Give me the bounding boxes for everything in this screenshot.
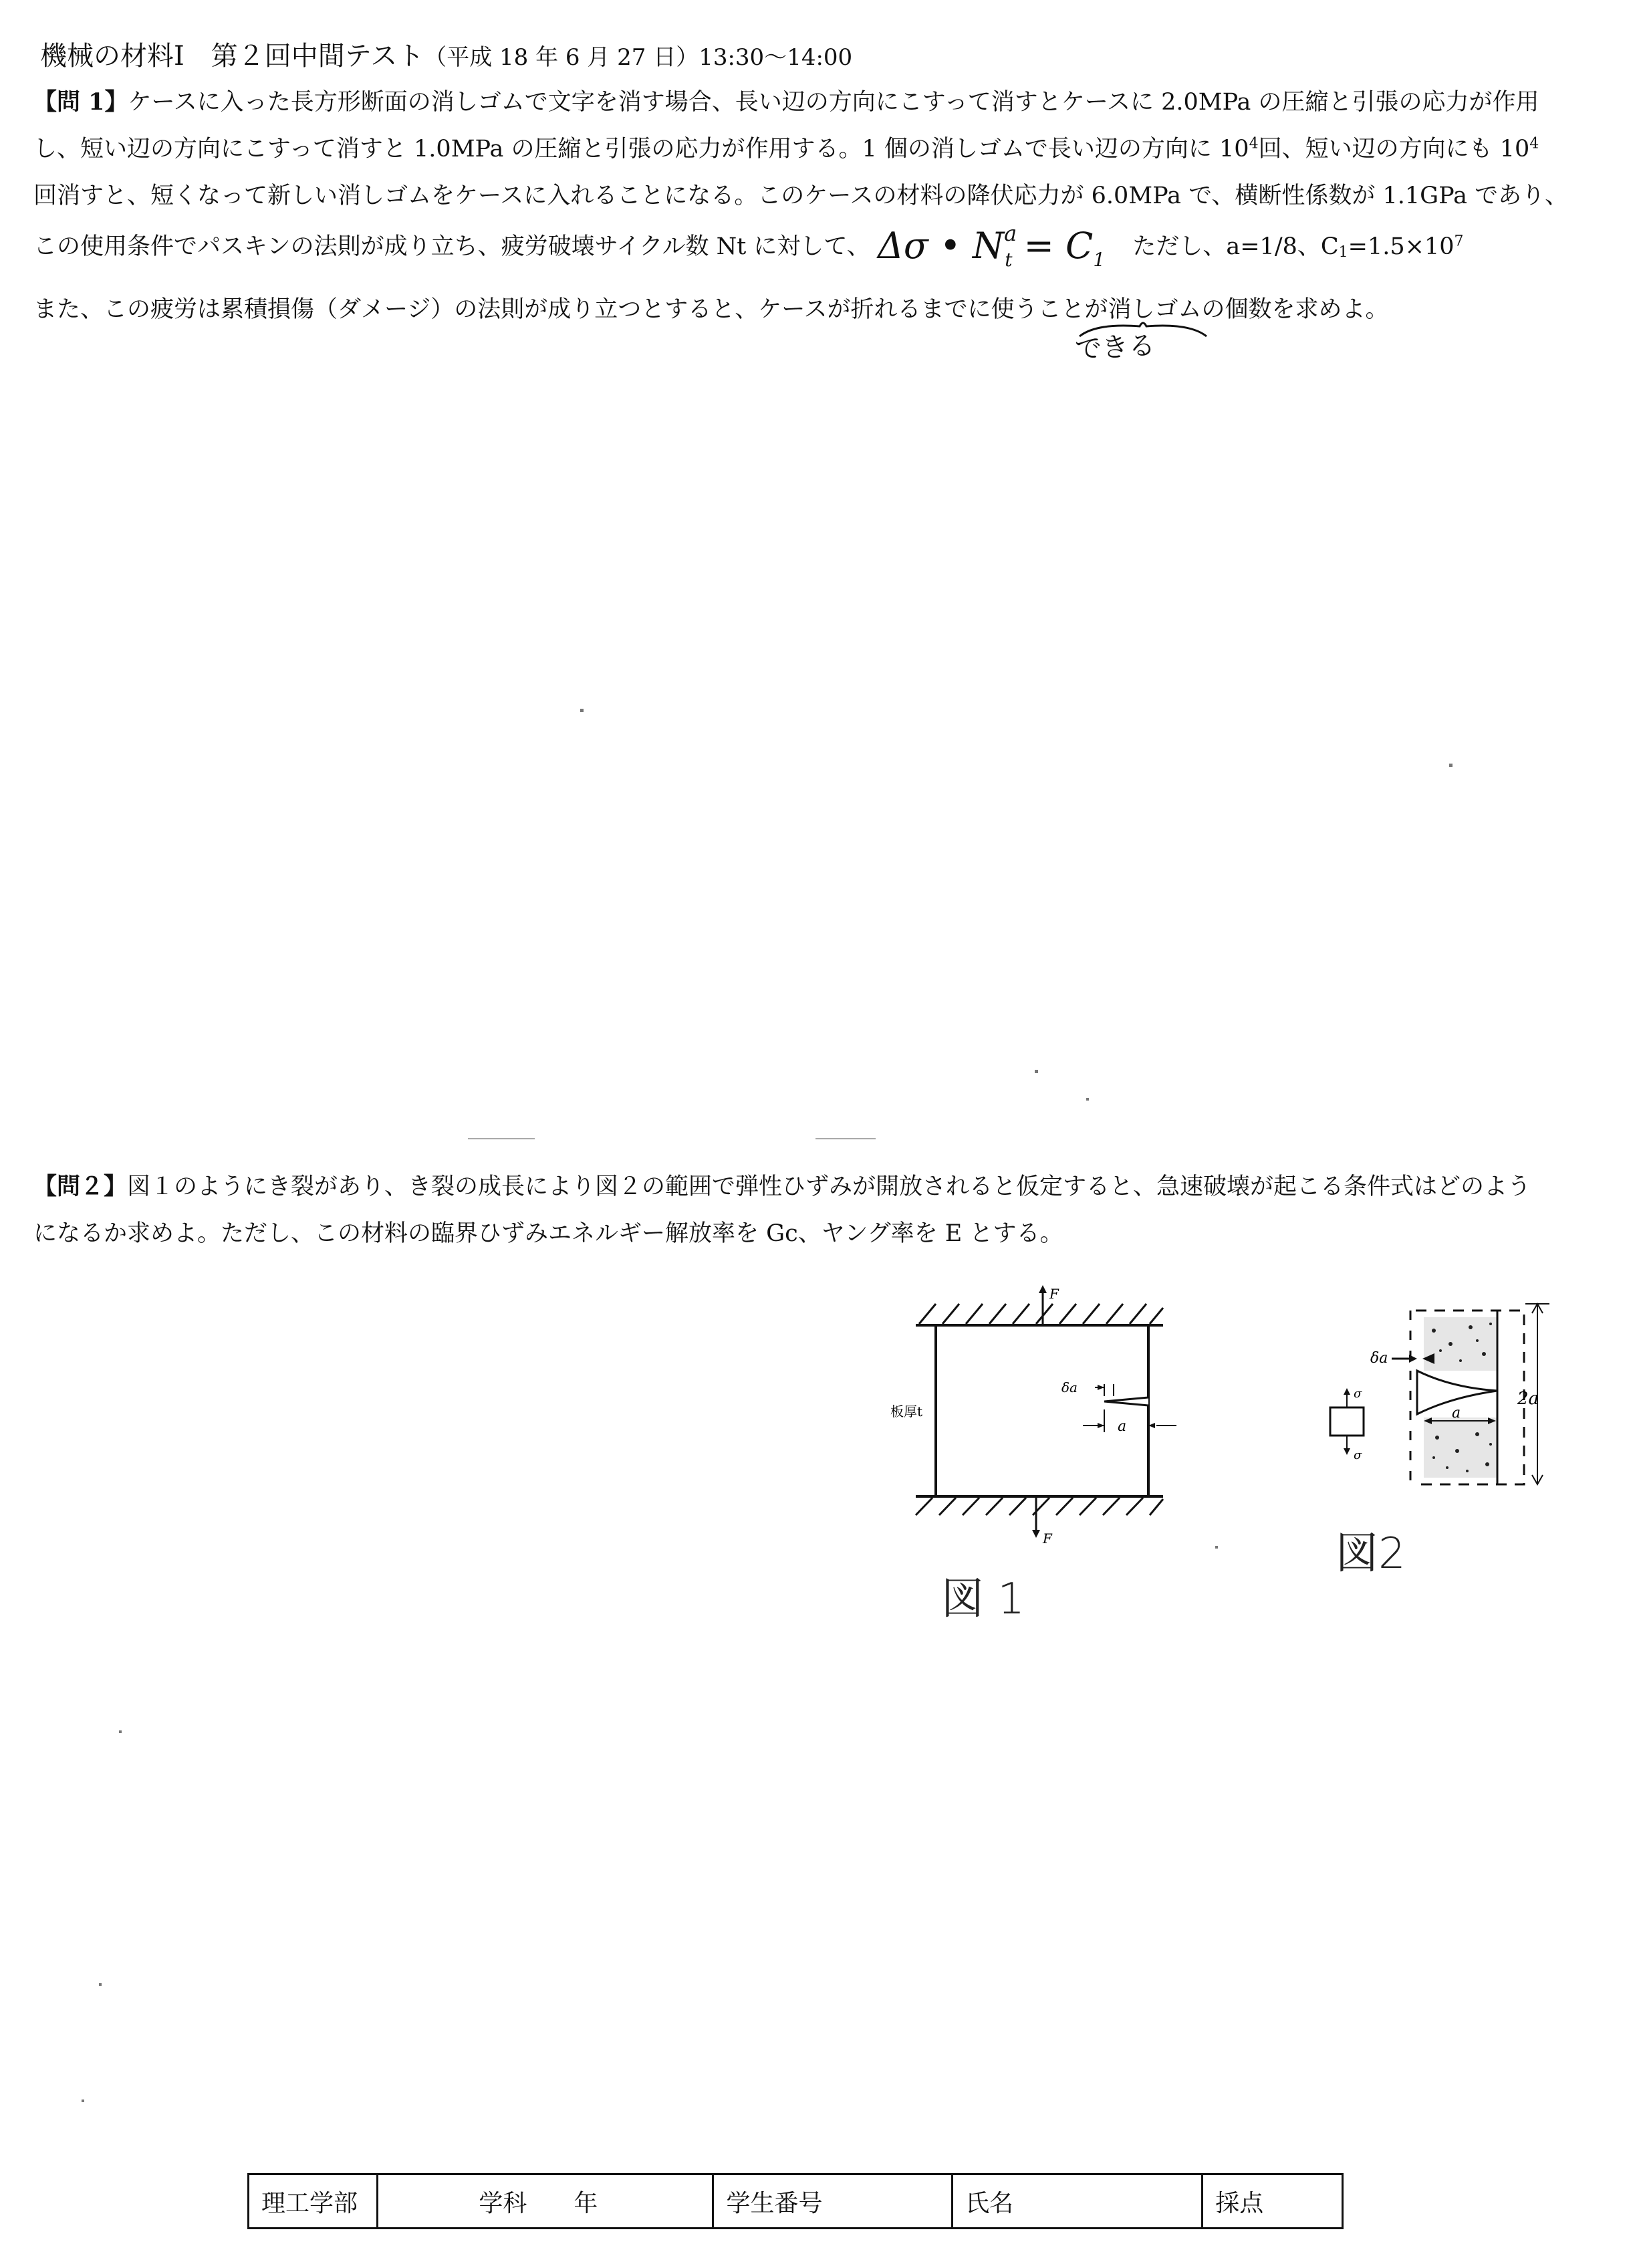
- question-2-block: [33, 1163, 1591, 1257]
- q1-line-5: また、この疲労は累積損傷（ダメージ）の法則が成り立つとすると、ケースが折れるまでに使うことが消しゴムの個数を求めよ。: [33, 296, 1389, 323]
- question-1-block: [33, 79, 1591, 219]
- course-title: 機械の材料Ⅰ 第２回中間テスト: [40, 41, 424, 72]
- force-bottom-label: F: [1043, 1530, 1052, 1547]
- figure-2-caption: 図2: [1336, 1529, 1406, 1579]
- delta-a-label: δa: [1061, 1379, 1078, 1395]
- scan-speck: [82, 2100, 84, 2102]
- q1-line-3: 回消すと、短くなって新しい消しゴムをケースに入れることになる。このケースの材料の降伏応力が 6.0MPa で、横断性係数が 1.1GPa であり、: [33, 183, 1569, 209]
- plate-rect: [936, 1325, 1148, 1496]
- q1-line-2: し、短い辺の方向にこすって消すと 1.0MPa の圧縮と引張の応力が作用する。1 個の消しゴムで長い辺の方向に $10^4$回、短い辺の方向にも $10^4$: [33, 135, 1539, 162]
- fig2-delta-a-label: δa: [1370, 1350, 1388, 1367]
- sigma-top-label: σ: [1354, 1387, 1362, 1401]
- dept-year-cell: 学科 年: [378, 2174, 713, 2229]
- student-info-table: [247, 2173, 1344, 2229]
- scan-line: [468, 1138, 535, 1139]
- thickness-label: 板厚t: [890, 1403, 923, 1420]
- scan-speck: [1449, 764, 1453, 767]
- scan-speck: [1215, 1546, 1218, 1549]
- scan-speck: [99, 1983, 102, 1986]
- sigma-bottom-label: σ: [1354, 1448, 1362, 1462]
- force-top-label: F: [1049, 1286, 1059, 1302]
- two-a-label: 2a: [1517, 1389, 1539, 1409]
- q2-label: 【問２】: [33, 1173, 128, 1200]
- stippled-region-lower: [1424, 1418, 1497, 1478]
- stress-element: [1330, 1407, 1364, 1436]
- figure-2: [1317, 1284, 1557, 1524]
- q1-label: 【問 1】: [33, 88, 128, 116]
- name-cell: 氏名: [953, 2174, 1203, 2229]
- crack-notch: [1104, 1397, 1148, 1405]
- crack-length-label: a: [1118, 1418, 1127, 1435]
- faculty-cell: 理工学部: [249, 2174, 378, 2229]
- scan-speck: [119, 1730, 122, 1733]
- scan-speck: [1086, 1098, 1089, 1101]
- exam-date: （平成 18 年 6 月 27 日）13:30～14:00: [424, 44, 853, 71]
- page-title: [40, 35, 852, 73]
- paskin-formula: Δσ • $N^a_t = C_1$: [877, 221, 1106, 271]
- score-cell: 採点: [1203, 2174, 1343, 2229]
- scan-speck: [580, 709, 584, 712]
- q2-line-2: になるか求めよ。ただし、この材料の臨界ひずみエネルギー解放率を Gc、ヤング率を E とする。: [33, 1220, 1063, 1247]
- q1-formula-line: この使用条件でパスキンの法則が成り立ち、疲労破壊サイクル数 Nt に対して、 Δσ • $N^a_t = C_1$ ただし、a=1/8、$C1=1.5\times 10^7$: [33, 221, 1464, 271]
- q1-line-1: 【問 1】ケースに入った長方形断面の消しゴムで文字を消す場合、長い辺の方向にこすって消すとケースに 2.0MPa の圧縮と引張の応力が作用: [33, 88, 1539, 116]
- figure-1-caption: 図 1: [941, 1575, 1025, 1624]
- handwritten-note: できる: [1074, 330, 1156, 366]
- figure-1: [882, 1284, 1176, 1551]
- q2-line-1: 【問２】図１のようにき裂があり、き裂の成長により図２の範囲で弾性ひずみが開放されると仮定すると、急速破壊が起こる条件式はどのよう: [33, 1173, 1531, 1200]
- fig2-a-label: a: [1452, 1405, 1461, 1422]
- stippled-region-upper: [1424, 1317, 1497, 1371]
- student-number-cell: 学生番号: [713, 2174, 953, 2229]
- scan-line: [815, 1138, 876, 1139]
- scan-speck: [1035, 1070, 1038, 1073]
